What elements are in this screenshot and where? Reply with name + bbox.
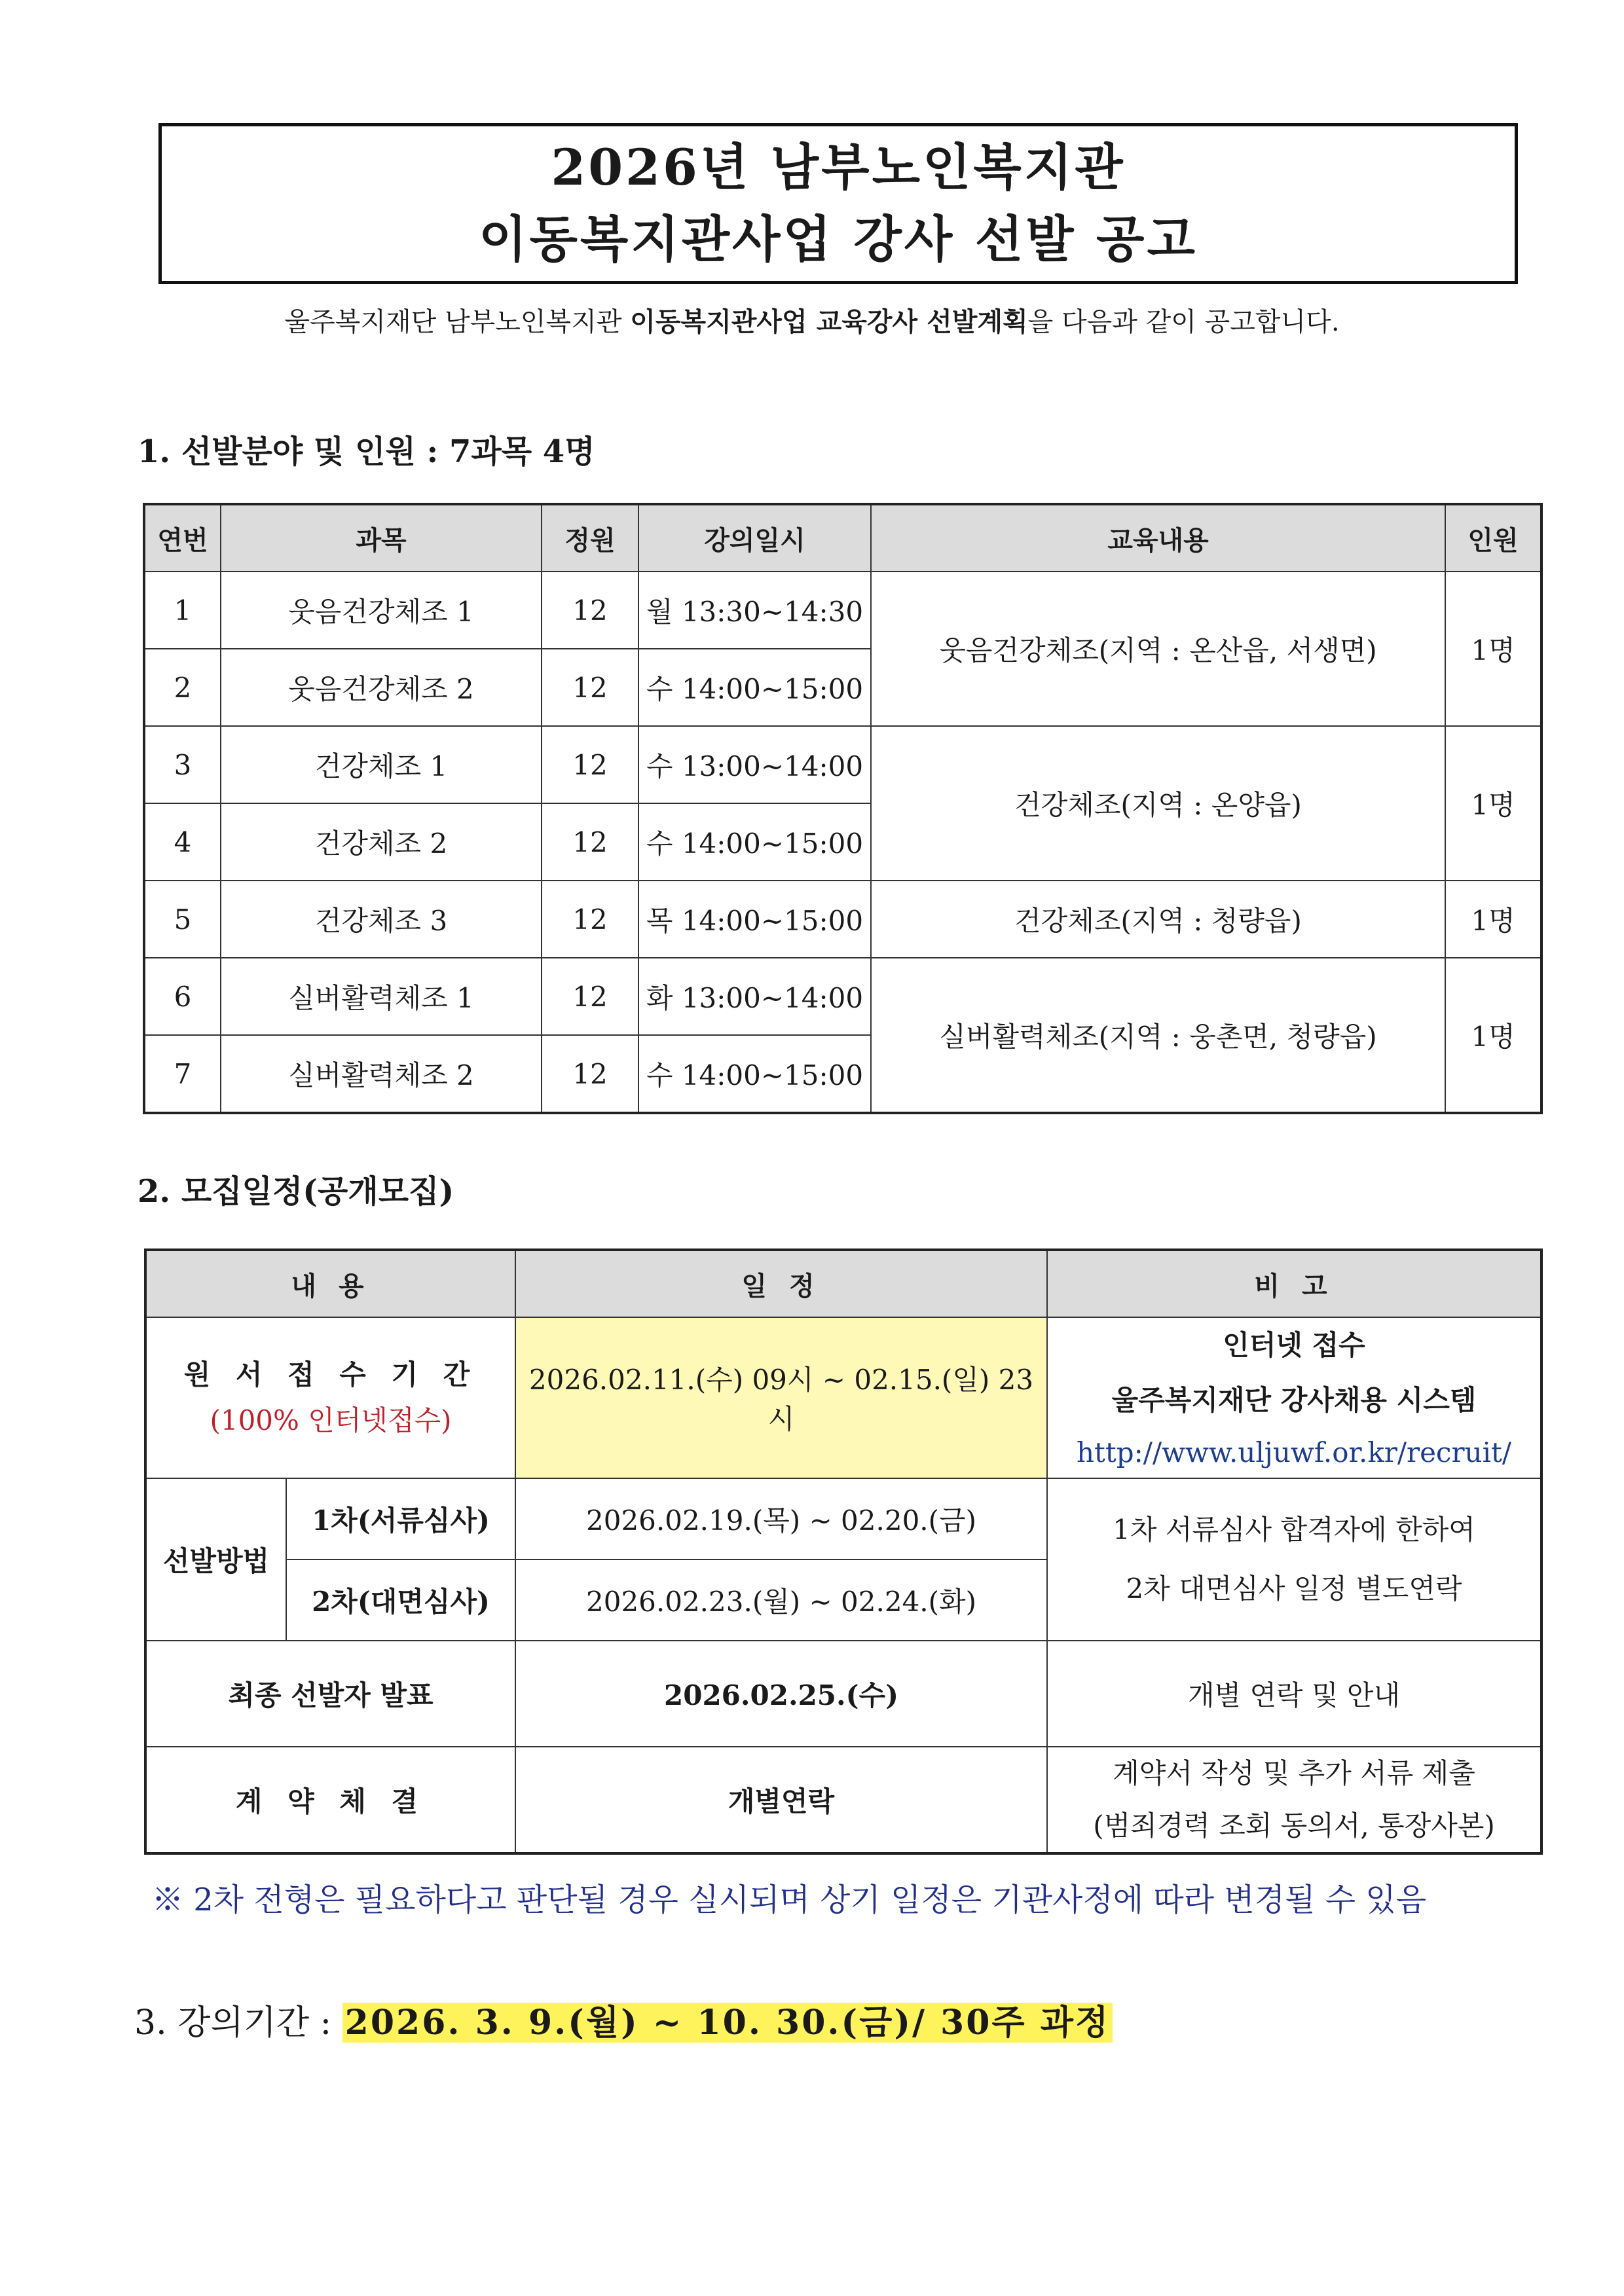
title-line-1: 2026년 남부노인복지관	[551, 138, 1126, 196]
header-people: 인원	[1445, 504, 1541, 572]
application-label-cell	[145, 1317, 515, 1478]
cell-subject: 건강체조 1	[221, 726, 542, 803]
cell-capacity: 12	[542, 958, 638, 1035]
schedule-table	[144, 1248, 1543, 1855]
cell-content: 건강체조(지역 : 온양읍)	[871, 726, 1445, 881]
announcement-label: 최종 선발자 발표	[145, 1641, 515, 1747]
selection-note-1: 1차 서류심사 합격자에 한하여	[1113, 1514, 1475, 1546]
cell-subject: 실버활력체조 2	[221, 1035, 542, 1113]
lecture-period: 2026. 3. 9.(월) ~ 10. 30.(금)/ 30주 과정	[342, 2003, 1113, 2043]
cell-subject: 실버활력체조 1	[221, 958, 542, 1035]
cell-schedule: 목 14:00~15:00	[638, 881, 871, 958]
header-content: 교육내용	[871, 504, 1445, 572]
recruit-link[interactable]: http://www.uljuwf.or.kr/recruit/	[1076, 1436, 1512, 1468]
application-label: 원 서 접 수 기 간	[183, 1358, 478, 1391]
selection-note-cell	[1047, 1478, 1541, 1641]
cell-no: 6	[144, 958, 221, 1035]
cell-capacity: 12	[542, 881, 638, 958]
cell-subject: 웃음건강체조 1	[221, 572, 542, 649]
section3-label: 3. 강의기간 :	[134, 2003, 342, 2043]
cell-no: 7	[144, 1035, 221, 1113]
application-date: 2026.02.11.(수) 09시 ~ 02.15.(일) 23시	[515, 1317, 1047, 1478]
contract-label: 계 약 체 결	[145, 1747, 515, 1853]
section1-heading: 1. 선발분야 및 인원 : 7과목 4명	[138, 433, 595, 470]
contract-date: 개별연락	[515, 1747, 1047, 1853]
cell-content: 웃음건강체조(지역 : 온산읍, 서생면)	[871, 572, 1445, 726]
intro-suffix: 을 다음과 같이 공고합니다.	[1027, 307, 1340, 337]
intro-bold: 이동복지관사업 교육강사 선발계획	[630, 306, 1028, 337]
header-content: 내 용	[145, 1250, 515, 1317]
table-row	[144, 958, 1541, 1035]
selection-note-2: 2차 대면심사 일정 별도연락	[1126, 1573, 1462, 1605]
cell-no: 1	[144, 572, 221, 649]
title-box	[158, 123, 1518, 284]
contract-note-cell	[1047, 1747, 1541, 1853]
section2-heading: 2. 모집일정(공개모집)	[138, 1173, 454, 1210]
header-date: 일 정	[515, 1250, 1047, 1317]
cell-people: 1명	[1445, 881, 1541, 958]
intro-text	[0, 302, 1624, 342]
contract-row	[145, 1747, 1541, 1853]
announcement-date: 2026.02.25.(수)	[515, 1641, 1047, 1747]
table-row	[144, 572, 1541, 649]
cell-content: 건강체조(지역 : 청량읍)	[871, 881, 1445, 958]
selection-stage-2: 2차(대면심사)	[286, 1559, 515, 1641]
cell-schedule: 수 14:00~15:00	[638, 1035, 871, 1113]
cell-capacity: 12	[542, 726, 638, 803]
announcement-note: 개별 연락 및 안내	[1047, 1641, 1541, 1747]
cell-schedule: 수 14:00~15:00	[638, 649, 871, 726]
subjects-table	[143, 503, 1543, 1114]
cell-people: 1명	[1445, 958, 1541, 1113]
cell-subject: 건강체조 2	[221, 803, 542, 881]
cell-no: 3	[144, 726, 221, 803]
application-sublabel: (100% 인터넷접수)	[210, 1404, 452, 1436]
section3	[134, 2000, 1113, 2046]
header-no: 연번	[144, 504, 221, 572]
application-row	[145, 1317, 1541, 1478]
selection-stage-1-date: 2026.02.19.(목) ~ 02.20.(금)	[515, 1478, 1047, 1559]
cell-no: 2	[144, 649, 221, 726]
cell-capacity: 12	[542, 572, 638, 649]
cell-capacity: 12	[542, 1035, 638, 1113]
cell-schedule: 수 14:00~15:00	[638, 803, 871, 881]
contract-note-1: 계약서 작성 및 추가 서류 제출	[1113, 1757, 1475, 1789]
selection-stage-2-date: 2026.02.23.(월) ~ 02.24.(화)	[515, 1559, 1047, 1641]
header-capacity: 정원	[542, 504, 638, 572]
cell-no: 4	[144, 803, 221, 881]
table-row	[144, 881, 1541, 958]
header-note: 비 고	[1047, 1250, 1541, 1317]
selection-stage-1: 1차(서류심사)	[286, 1478, 515, 1559]
selection-row	[145, 1478, 1541, 1559]
cell-no: 5	[144, 881, 221, 958]
contract-note-2: (범죄경력 조회 동의서, 통장사본)	[1093, 1810, 1495, 1842]
cell-capacity: 12	[542, 649, 638, 726]
cell-subject: 건강체조 3	[221, 881, 542, 958]
cell-people: 1명	[1445, 726, 1541, 881]
header-schedule: 강의일시	[638, 504, 871, 572]
announcement-row	[145, 1641, 1541, 1747]
cell-schedule: 수 13:00~14:00	[638, 726, 871, 803]
title-line-2: 이동복지관사업 강사 선발 공고	[479, 210, 1198, 268]
cell-people: 1명	[1445, 572, 1541, 726]
schedule-notice: ※ 2차 전형은 필요하다고 판단될 경우 실시되며 상기 일정은 기관사정에 따라 변경될 수 있음	[152, 1882, 1427, 1918]
application-note-2: 울주복지재단 강사채용 시스템	[1111, 1384, 1477, 1416]
intro-prefix: 울주복지재단 남부노인복지관	[284, 307, 631, 337]
cell-content: 실버활력체조(지역 : 웅촌면, 청량읍)	[871, 958, 1445, 1113]
header-subject: 과목	[221, 504, 542, 572]
application-note-1: 인터넷 접수	[1223, 1329, 1365, 1361]
cell-subject: 웃음건강체조 2	[221, 649, 542, 726]
cell-capacity: 12	[542, 803, 638, 881]
selection-label: 선발방법	[145, 1478, 286, 1641]
cell-schedule: 화 13:00~14:00	[638, 958, 871, 1035]
application-note-cell	[1047, 1317, 1541, 1478]
cell-schedule: 월 13:30~14:30	[638, 572, 871, 649]
table-row	[144, 726, 1541, 803]
